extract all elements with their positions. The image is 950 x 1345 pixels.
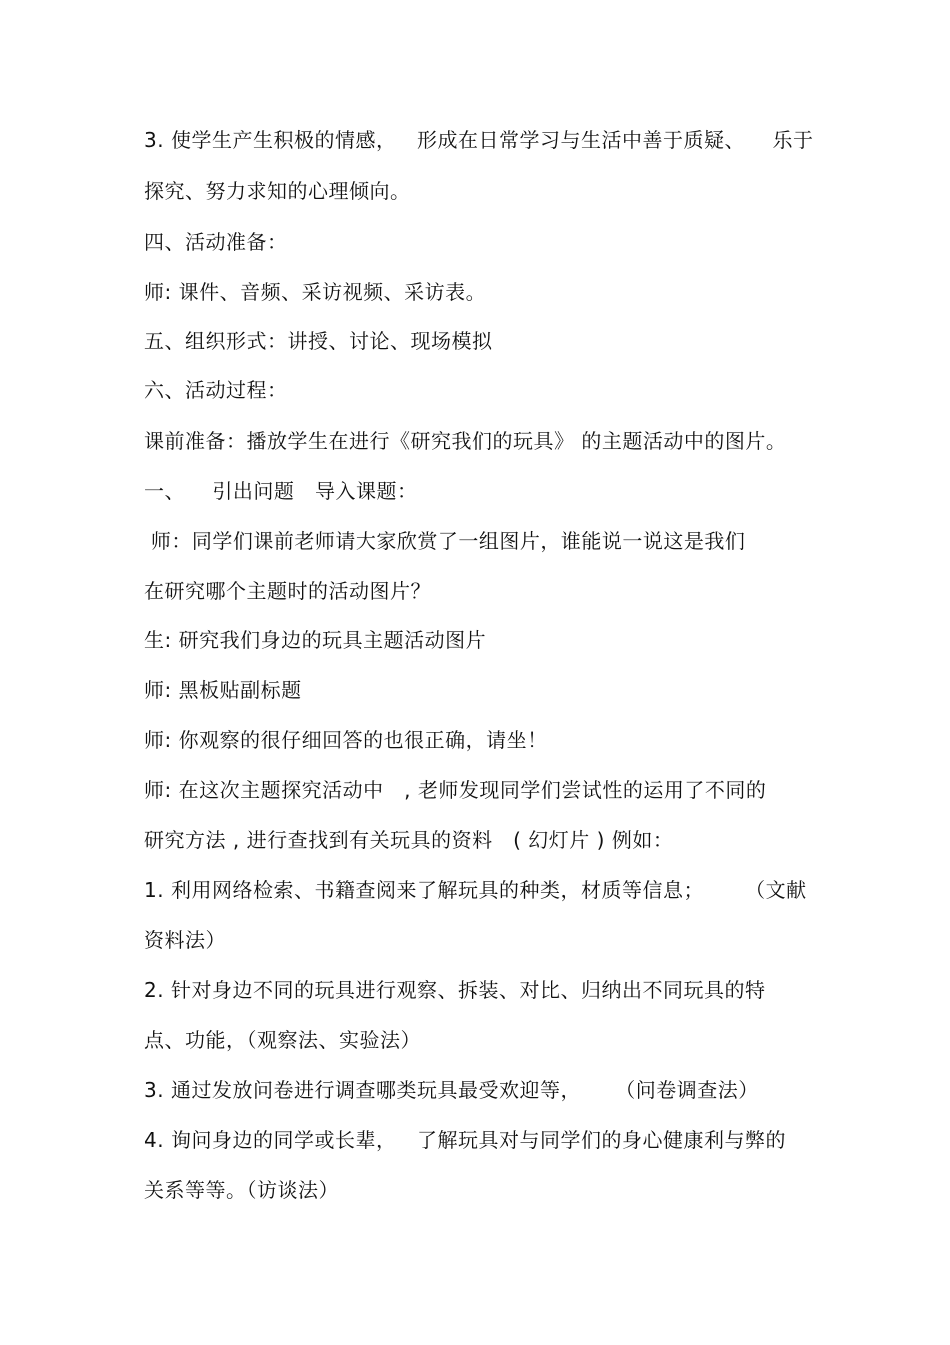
list-item: 3. 通过发放问卷进行调查哪类玩具最受欢迎等， （问卷调查法） [144, 1078, 759, 1102]
section-heading: 五、组织形式：讲授、讨论、现场模拟 [144, 329, 493, 353]
text-line: 点、功能，（观察法、实验法） [144, 1028, 421, 1052]
text-line: 师: 课件、音频、采访视频、采访表。 [144, 280, 487, 304]
section-heading: 六、活动过程： [144, 378, 288, 402]
text-line: 师: 在这次主题探究活动中 , 老师发现同学们尝试性的运用了不同的 [144, 778, 767, 802]
list-item: 2. 针对身边不同的玩具进行观察、拆装、对比、归纳出不同玩具的特 [144, 978, 766, 1002]
text-line: 3. 使学生产生积极的情感， 形成在日常学习与生活中善于质疑、 乐于 [144, 128, 814, 152]
text-line: 在研究哪个主题时的活动图片？ [144, 579, 431, 603]
list-item: 1. 利用网络检索、书籍查阅来了解玩具的种类，材质等信息； （文献 [144, 878, 807, 902]
text-line: 课前准备：播放学生在进行《研究我们的玩具》 的主题活动中的图片。 [144, 429, 787, 453]
list-item: 4. 询问身边的同学或长辈， 了解玩具对与同学们的身心健康利与弊的 [144, 1128, 787, 1152]
text-line: 师：同学们课前老师请大家欣赏了一组图片，谁能说一说这是我们 [144, 529, 746, 553]
section-heading: 一、 引出问题 导入课题： [144, 479, 418, 503]
text-line: 生: 研究我们身边的玩具主题活动图片 [144, 628, 487, 652]
text-line: 关系等等。（访谈法） [144, 1178, 339, 1202]
text-line: 资料法） [144, 928, 226, 952]
text-line: 探究、努力求知的心理倾向。 [144, 179, 411, 203]
text-line: 师: 黑板贴副标题 [144, 678, 302, 702]
section-heading: 四、活动准备： [144, 230, 288, 254]
text-line: 师: 你观察的很仔细回答的也很正确，请坐！ [144, 728, 548, 752]
text-line: 研究方法 , 进行查找到有关玩具的资料 ( 幻灯片 ) 例如： [144, 828, 674, 852]
